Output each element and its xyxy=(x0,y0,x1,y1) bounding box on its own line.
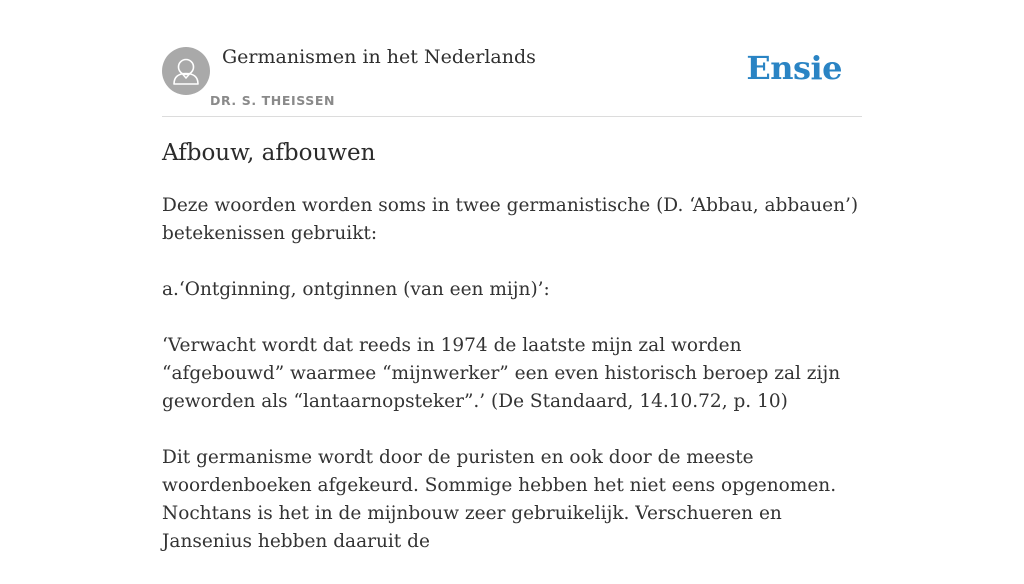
ensie-logo[interactable]: Ensie xyxy=(746,49,842,87)
article-title: Afbouw, afbouwen xyxy=(162,140,376,166)
article-header xyxy=(162,44,862,117)
author-name[interactable]: DR. S. THEISSEN xyxy=(210,93,336,108)
paragraph: Dit germanisme wordt door de puristen en ook door de meeste woordenboeken afgekeurd. Sommige hebben het niet eens opgenomen. Nochtans is het in de mijnbouw zeer gebruikelijk. Verschueren en Jansenius hebben daaruit de xyxy=(162,447,837,552)
quote-paragraph: ‘Verwacht wordt dat reeds in 1974 de laatste mijn zal worden “afgebouwd” waarmee “mijnwerker” een even historisch beroep zal zijn geworden als “lantaarnopsteker”.’ (De Standaard, 14.10.72, p. 10) xyxy=(162,335,841,412)
book-title[interactable]: Germanismen in het Nederlands xyxy=(222,46,536,68)
user-avatar-icon xyxy=(162,47,210,95)
author-avatar[interactable] xyxy=(162,47,210,95)
article-body xyxy=(162,192,862,584)
paragraph: a.‘Ontginning, ontginnen (van een mijn)’: xyxy=(162,279,550,300)
paragraph: Deze woorden worden soms in twee germanistische (D. ‘Abbau, abbauen’) betekenissen gebruikt: xyxy=(162,195,859,244)
